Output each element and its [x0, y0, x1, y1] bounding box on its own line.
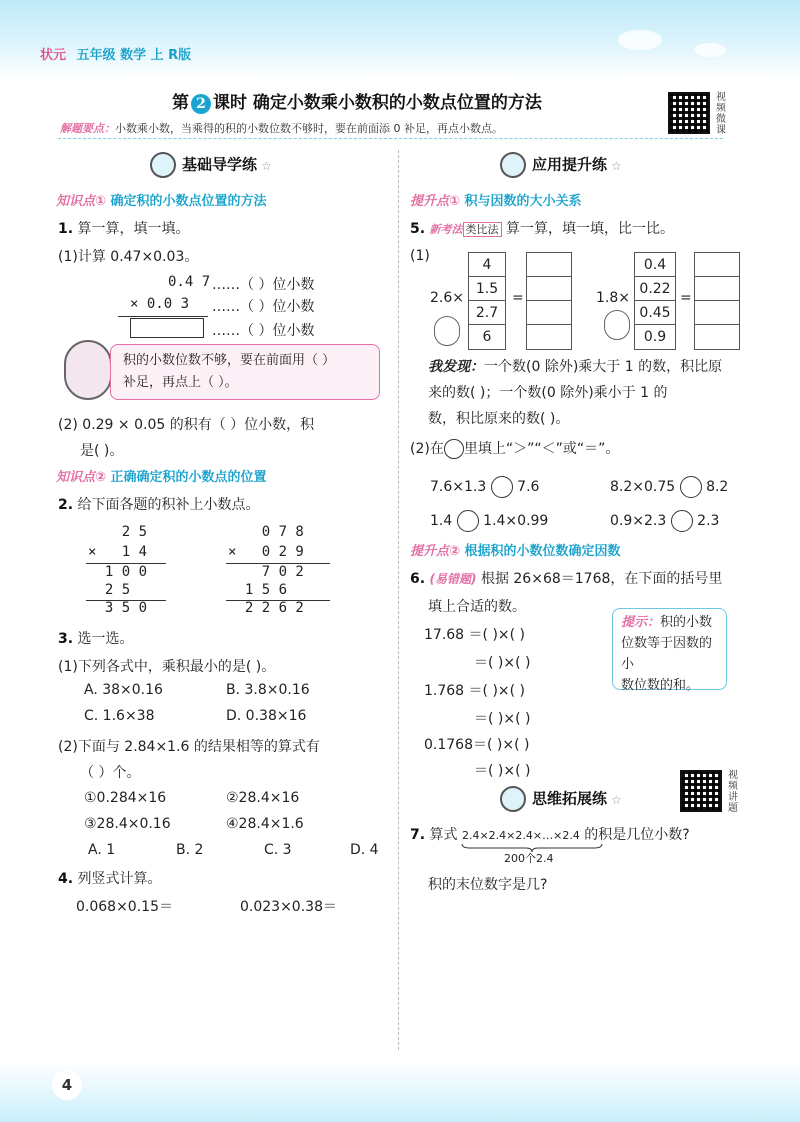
compare-circle[interactable]	[680, 476, 702, 498]
q5-left-val: 6	[482, 329, 492, 345]
q3-option-a[interactable]: A. 38×0.16	[84, 682, 163, 698]
q5-left-val: 2.7	[469, 301, 505, 325]
q5-right-answer-table[interactable]	[694, 252, 740, 350]
q1-dots1[interactable]: ……（ ）位小数	[212, 277, 315, 293]
star-icon: ☆	[261, 158, 272, 173]
q-text: 算一算，填一填。	[77, 221, 190, 237]
question-6	[410, 568, 722, 588]
q3-choice-d[interactable]: D. 4	[350, 842, 379, 858]
compare-row2-right	[610, 510, 719, 532]
q5-right-equals: =	[680, 290, 692, 306]
q3-sub1[interactable]: (1)下列各式中，乘积最小的是( )。	[58, 659, 276, 675]
q6-row2[interactable]: ＝( )×( )	[474, 655, 531, 671]
page-number: 4	[52, 1070, 82, 1100]
cloud-decoration-icon	[600, 22, 750, 62]
q-number: 7.	[410, 827, 426, 843]
q2b-row5[interactable]: 2 2 6 2	[228, 600, 304, 616]
q5-right-val: 0.45	[635, 301, 675, 325]
compare-row1-right	[610, 476, 728, 498]
q5-sub2	[410, 438, 619, 459]
compare-circle[interactable]	[491, 476, 513, 498]
q3-sub2-line2[interactable]: （ ）个。	[80, 765, 141, 781]
tip-tag: 解题要点：	[60, 122, 115, 135]
compare-right: 1.4×0.99	[483, 513, 549, 529]
q-text: 给下面各题的积补上小数点。	[77, 497, 260, 513]
q7-underbrace-label: 200个2.4	[504, 852, 554, 865]
q7-line2[interactable]: 积的末位数字是几?	[428, 877, 548, 893]
hint-line2[interactable]: 补足，再点上（ ）。	[123, 375, 238, 390]
bunny-illustration	[434, 316, 460, 346]
q3-option-d[interactable]: D. 0.38×16	[226, 708, 307, 724]
lesson-number: 2	[191, 94, 211, 114]
q6-row3[interactable]: 1.768 ＝( )×( )	[424, 683, 526, 699]
improve-point-1	[410, 190, 582, 209]
mascot-icon	[500, 786, 526, 812]
q5-sub1: (1)	[410, 248, 430, 264]
q5-left-val: 1.5	[469, 277, 505, 301]
hint-line1: 积的小数	[660, 615, 713, 630]
q6-row1[interactable]: 17.68 ＝( )×( )	[424, 627, 526, 643]
q-number: 6.	[410, 571, 426, 587]
q6-text-line2: 填上合适的数。	[428, 599, 526, 615]
q3-expr-2: ②28.4×16	[226, 790, 300, 806]
q4-expr-2[interactable]: 0.023×0.38＝	[240, 899, 337, 915]
bunny-illustration	[604, 310, 630, 340]
kp-text: 正确确定积的小数点的位置	[110, 470, 267, 485]
q1-sub2-line1[interactable]: (2) 0.29 × 0.05 的积有（ ）位小数，积	[58, 417, 315, 433]
q-number: 2.	[58, 497, 74, 513]
q3-choice-c[interactable]: C. 3	[264, 842, 292, 858]
section-applied	[500, 152, 622, 178]
q2a-row4: 2 5	[88, 582, 131, 598]
q7-pre: 算式	[429, 827, 458, 843]
q3-option-c[interactable]: C. 1.6×38	[84, 708, 155, 724]
question-5	[410, 218, 674, 238]
q6-row5[interactable]: 0.1768＝( )×( )	[424, 737, 530, 753]
q5-right-table	[634, 252, 676, 350]
q6-row6[interactable]: ＝( )×( )	[474, 763, 531, 779]
finding-text1: 一个数(0 除外)乘大于 1 的数，积比原	[484, 359, 723, 375]
q3-choice-b[interactable]: B. 2	[176, 842, 204, 858]
analogy-badge: 类比法	[463, 222, 502, 237]
title-text: 课时 确定小数乘小数积的小数点位置的方法	[213, 93, 542, 113]
error-prone-tag: (易错题)	[429, 572, 477, 586]
q1-sub2-line2[interactable]: 是( )。	[80, 443, 124, 459]
q2b-row4: 1 5 6	[228, 582, 288, 598]
q5-sub2-pre: (2)在	[410, 441, 444, 457]
question-2	[58, 494, 260, 514]
kp-text: 根据积的小数位数确定因数	[464, 544, 621, 559]
q1-sub1: (1)计算 0.47×0.03。	[58, 249, 199, 265]
section-applied-title: 应用提升练	[532, 155, 608, 174]
q5-right-val: 0.22	[635, 277, 675, 301]
page-title	[172, 88, 542, 114]
finding-tag: 我发现：	[428, 359, 484, 375]
knowledge-point-2	[56, 466, 267, 485]
kp-tag: 提升点②	[410, 544, 461, 559]
q1-rule	[118, 316, 208, 317]
qr-label-microlesson: 视频微课	[716, 92, 726, 136]
q2b-row3: 7 0 2	[228, 564, 304, 580]
kp-tag: 知识点②	[56, 470, 107, 485]
q-text: 列竖式计算。	[77, 871, 162, 887]
hint-line1[interactable]: 积的小数位数不够，要在前面用（ ）	[123, 353, 336, 368]
compare-circle[interactable]	[671, 510, 693, 532]
q5-left-multiplier: 2.6×	[430, 290, 464, 306]
q6-row4[interactable]: ＝( )×( )	[474, 711, 531, 727]
q5-left-val: 4	[469, 253, 505, 277]
q5-finding-line1[interactable]	[428, 356, 722, 376]
q5-right-val: 0.9	[643, 329, 667, 345]
compare-left: 0.9×2.3	[610, 513, 667, 529]
title-pre: 第	[172, 93, 189, 113]
kp-text: 积与因数的大小关系	[464, 194, 582, 209]
q-number: 3.	[58, 631, 74, 647]
mascot-icon	[500, 152, 526, 178]
q5-finding-line2[interactable]: 来的数( )；一个数(0 除外)乘小于 1 的	[428, 385, 668, 401]
footer-band	[0, 1062, 800, 1122]
q5-finding-line3[interactable]: 数，积比原来的数( )。	[428, 411, 570, 427]
q-text: 根据 26×68＝1768，在下面的括号里	[480, 571, 723, 587]
q2a-row5[interactable]: 3 5 0	[88, 600, 148, 616]
hint-line3: 数位数的和。	[621, 678, 700, 693]
compare-left: 8.2×0.75	[610, 479, 676, 495]
hint-box-2	[612, 608, 727, 693]
star-icon: ☆	[611, 158, 622, 173]
improve-point-2	[410, 540, 621, 559]
kp-tag: 知识点①	[56, 194, 107, 209]
kp-tag: 提升点①	[410, 194, 461, 209]
q7-expression: 2.4×2.4×2.4×…×2.4	[461, 829, 580, 842]
tip-text: 小数乘小数，当乘得的积的小数位数不够时，要在前面添 0 补足，再点小数点。	[115, 122, 503, 135]
q2b-row1: 0 7 8	[228, 524, 304, 540]
series-logo: 状元	[40, 48, 67, 63]
q5-right-val: 0.4	[635, 253, 675, 277]
q2a-row2: × 1 4	[88, 544, 148, 560]
knowledge-point-1	[56, 190, 267, 209]
q2b-row2: × 0 2 9	[228, 544, 304, 560]
q2a-row3: 1 0 0	[88, 564, 148, 580]
q1-dots2[interactable]: ……（ ）位小数	[212, 299, 315, 315]
section-extension-title: 思维拓展练	[532, 789, 608, 808]
hint-line2: 位数等于因数的小	[621, 636, 713, 672]
q3-option-b[interactable]: B. 3.8×0.16	[226, 682, 310, 698]
column-divider	[398, 150, 399, 1050]
compare-circle[interactable]	[457, 510, 479, 532]
header-series	[40, 44, 191, 63]
compare-left: 7.6×1.3	[430, 479, 487, 495]
hint-tag: 提示：	[621, 615, 661, 630]
q-text: 选一选。	[77, 631, 134, 647]
question-7	[410, 824, 690, 844]
compare-right: 7.6	[517, 479, 540, 495]
compare-left: 1.4	[430, 513, 453, 529]
qr-code-icon[interactable]	[680, 770, 722, 812]
section-extension	[500, 786, 622, 812]
star-icon: ☆	[611, 792, 622, 807]
question-3	[58, 628, 134, 648]
compare-right: 2.3	[697, 513, 720, 529]
new-method-badge: 新考法	[429, 223, 463, 236]
q3-expr-4: ④28.4×1.6	[226, 816, 304, 832]
q1-answer-box[interactable]	[130, 318, 204, 338]
q-text: 算一算，填一填，比一比。	[505, 221, 674, 237]
q2a-row1: 2 5	[88, 524, 148, 540]
q3-expr-1: ①0.284×16	[84, 790, 167, 806]
q-number: 4.	[58, 871, 74, 887]
q5-left-answer-table[interactable]	[526, 252, 572, 350]
compare-circle-icon	[444, 439, 464, 459]
q3-expr-3: ③28.4×0.16	[84, 816, 171, 832]
hint-box	[110, 344, 380, 400]
girl-illustration	[64, 340, 112, 400]
question-1	[58, 218, 190, 238]
q5-left-equals: =	[512, 290, 524, 306]
kp-text: 确定积的小数点位置的方法	[110, 194, 267, 209]
q4-expr-1[interactable]: 0.068×0.15＝	[76, 899, 173, 915]
mascot-icon	[150, 152, 176, 178]
question-4	[58, 868, 162, 888]
compare-row2-left	[430, 510, 548, 532]
section-basic-title: 基础导学练	[182, 155, 258, 174]
divider	[58, 138, 723, 139]
q5-right-multiplier: 1.8×	[596, 290, 630, 306]
q7-post: 的积是几位小数?	[584, 827, 690, 843]
q1-row2: × 0.0 3	[130, 296, 190, 312]
qr-label-lecture: 视频讲题	[728, 770, 738, 814]
q-number: 5.	[410, 221, 426, 237]
q1-dots3[interactable]: ……（ ）位小数	[212, 323, 315, 339]
q3-sub2-line1: (2)下面与 2.84×1.6 的结果相等的算式有	[58, 739, 320, 755]
q5-sub2-post: 里填上“＞”“＜”或“＝”。	[463, 441, 620, 457]
q5-left-table	[468, 252, 506, 350]
compare-right: 8.2	[706, 479, 729, 495]
solving-tip	[60, 120, 720, 136]
section-basic	[150, 152, 272, 178]
compare-row1-left	[430, 476, 539, 498]
book-label: 五年级 数学 上 R版	[76, 48, 192, 63]
q-number: 1.	[58, 221, 74, 237]
q3-choice-a[interactable]: A. 1	[88, 842, 116, 858]
q1-row1: 0.4 7	[168, 274, 211, 290]
